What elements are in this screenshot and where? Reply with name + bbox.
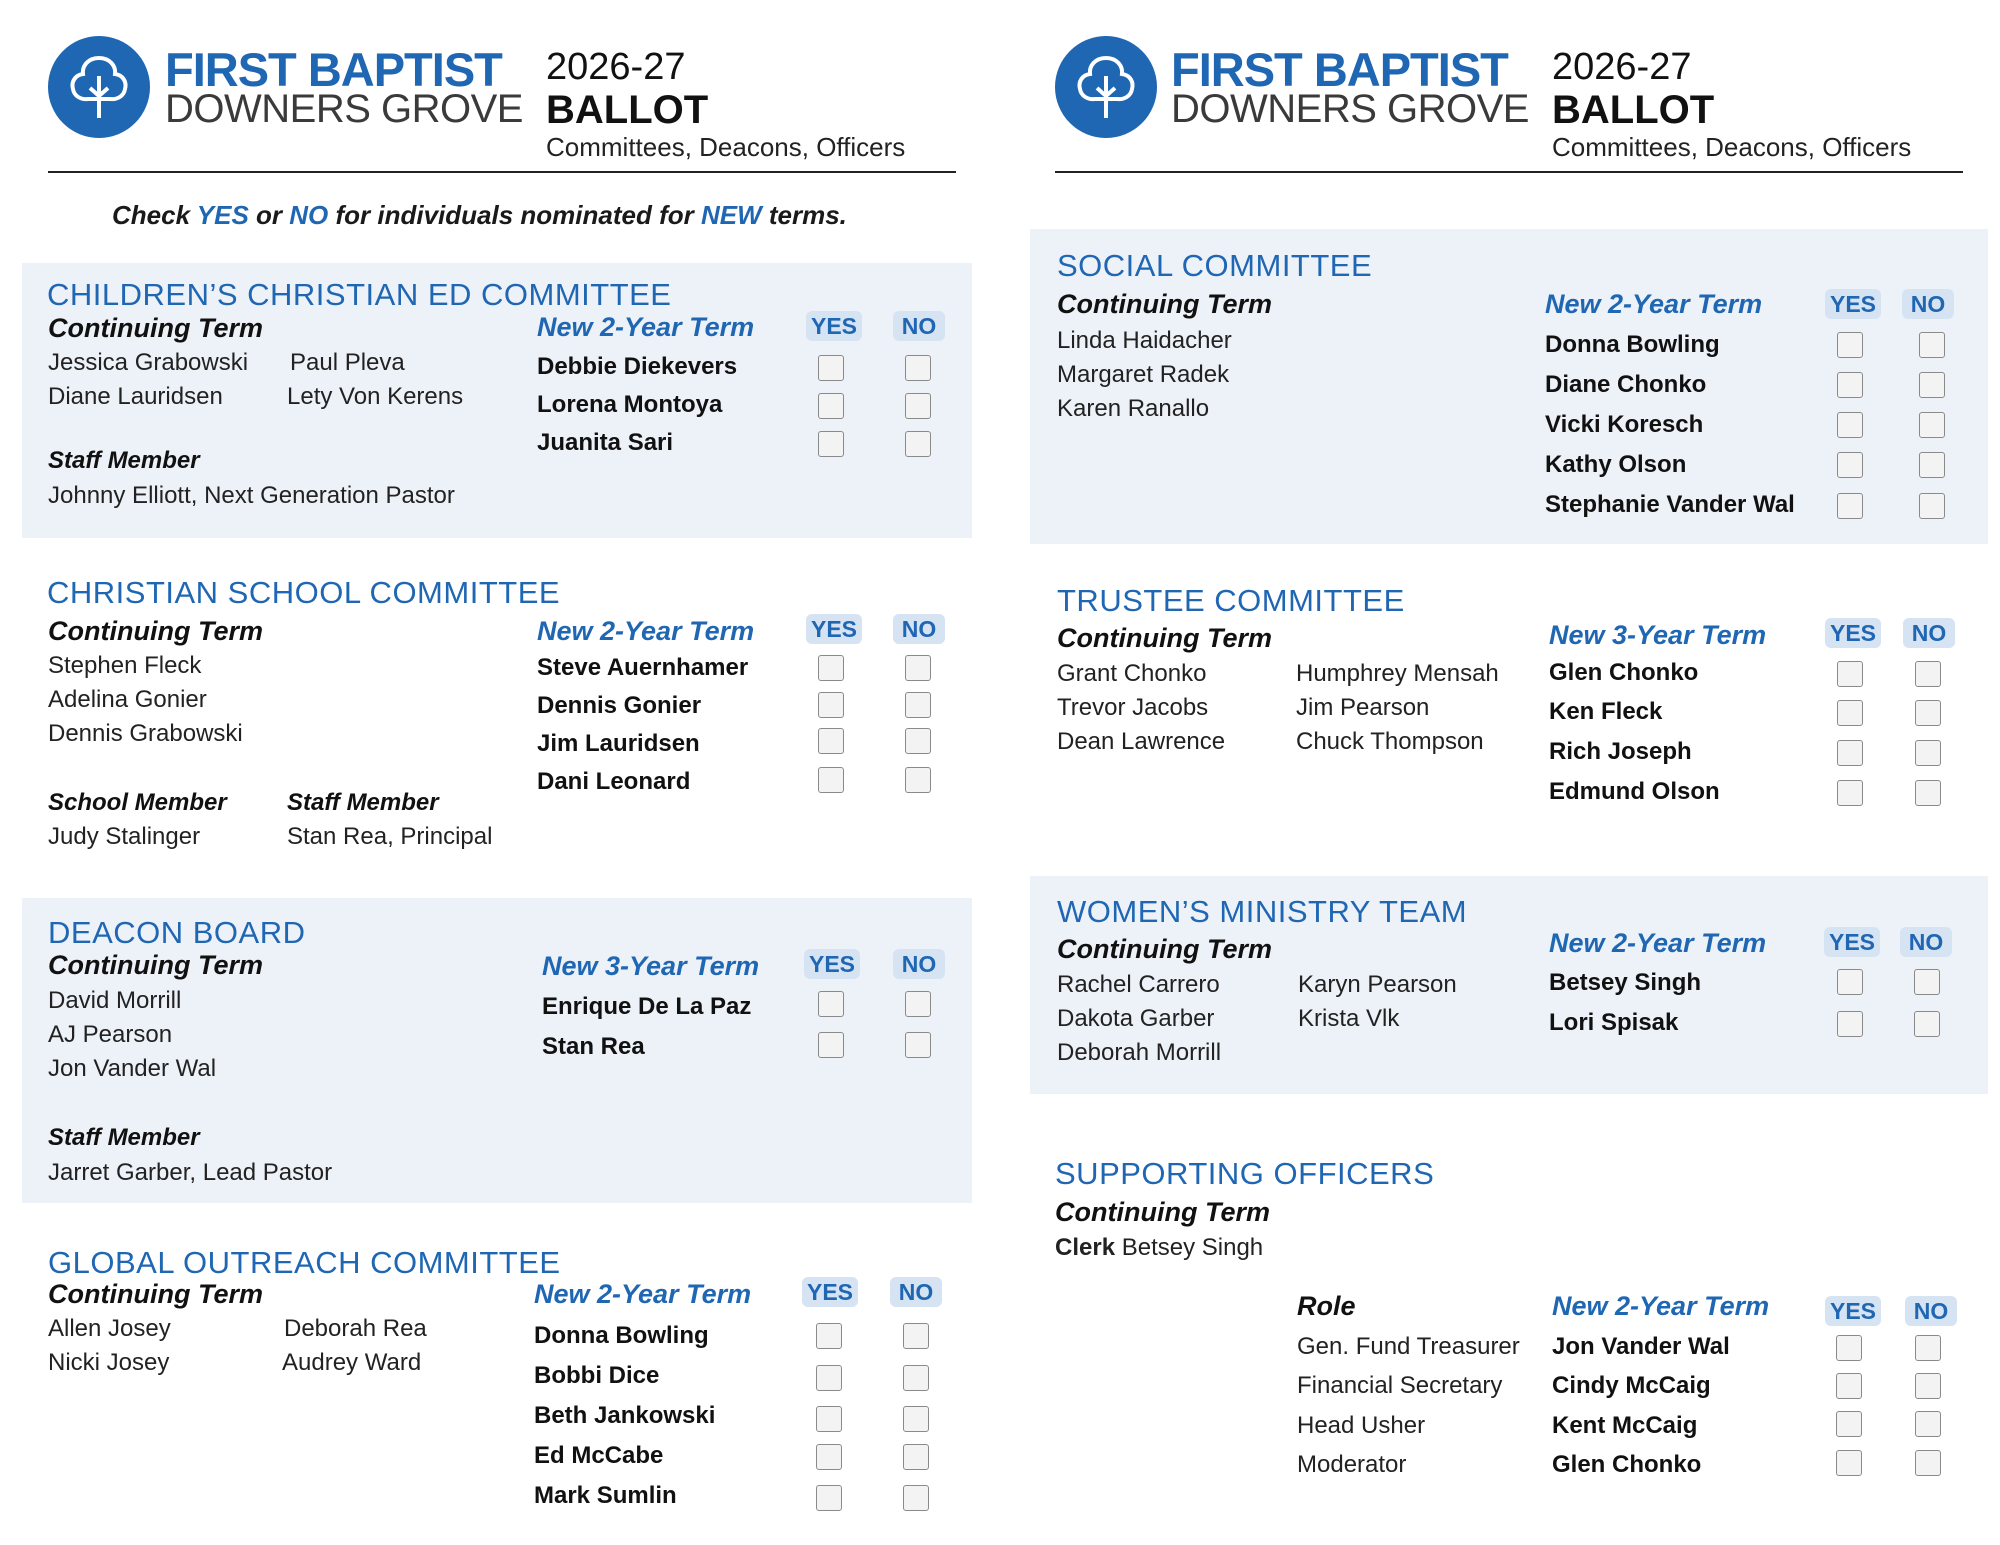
nominee-name: Jon Vander Wal <box>1552 1333 1730 1360</box>
continuing-member: Dakota Garber <box>1057 1005 1215 1032</box>
church-logo-icon <box>48 36 150 138</box>
yes-checkbox[interactable] <box>1837 780 1863 806</box>
nominee-name: Diane Chonko <box>1545 371 1707 398</box>
yes-column-header: YES <box>806 311 862 341</box>
officer-role: Head Usher <box>1297 1412 1426 1439</box>
no-checkbox[interactable] <box>1919 452 1945 478</box>
no-checkbox[interactable] <box>1914 1011 1940 1037</box>
yes-column-header: YES <box>1825 1296 1881 1326</box>
yes-column-header: YES <box>802 1277 858 1307</box>
continuing-member: Dean Lawrence <box>1057 728 1226 755</box>
continuing-member: Dennis Grabowski <box>48 720 243 747</box>
section-title-deacon: DEACON BOARD <box>48 915 306 950</box>
nominee-name: Glen Chonko <box>1549 659 1699 686</box>
no-checkbox[interactable] <box>903 1323 929 1349</box>
yes-checkbox[interactable] <box>1837 969 1863 995</box>
yes-checkbox[interactable] <box>1836 1335 1862 1361</box>
ballot-year: 2026-27 <box>1552 46 1692 88</box>
nominee-name: Lorena Montoya <box>537 391 723 418</box>
continuing-member: Allen Josey <box>48 1315 171 1342</box>
continuing-term-label: Continuing Term <box>1055 1197 1270 1227</box>
continuing-member: AJ Pearson <box>48 1021 173 1048</box>
yes-checkbox[interactable] <box>1837 700 1863 726</box>
ballot-subtitle: Committees, Deacons, Officers <box>546 132 906 162</box>
no-checkbox[interactable] <box>903 1444 929 1470</box>
nominee-name: Donna Bowling <box>1545 331 1720 358</box>
yes-checkbox[interactable] <box>818 655 844 681</box>
nominee-name: Ken Fleck <box>1549 698 1663 725</box>
no-checkbox[interactable] <box>905 431 931 457</box>
new-term-label: New 2-Year Term <box>537 312 755 342</box>
no-checkbox[interactable] <box>905 991 931 1017</box>
yes-checkbox[interactable] <box>1836 1450 1862 1476</box>
nominee-name: Stephanie Vander Wal <box>1545 491 1795 518</box>
nominee-name: Debbie Diekevers <box>537 353 738 380</box>
staff-member-name: Johnny Elliott, Next Generation Pastor <box>48 482 455 509</box>
nominee-name: Cindy McCaig <box>1552 1372 1711 1399</box>
yes-checkbox[interactable] <box>818 393 844 419</box>
continuing-member: Krista Vlk <box>1298 1005 1400 1032</box>
continuing-term-label: Continuing Term <box>1057 289 1272 319</box>
continuing-member: Lety Von Kerens <box>287 383 464 410</box>
nominee-name: Mark Sumlin <box>534 1482 677 1509</box>
yes-checkbox[interactable] <box>1837 740 1863 766</box>
ballot-subtitle: Committees, Deacons, Officers <box>1552 132 1912 162</box>
yes-checkbox[interactable] <box>818 355 844 381</box>
yes-column-header: YES <box>1824 927 1880 957</box>
ballot-page-right <box>1000 0 2000 1545</box>
new-term-label: New 2-Year Term <box>534 1279 752 1309</box>
yes-checkbox[interactable] <box>1836 1373 1862 1399</box>
staff-member-name: Jarret Garber, Lead Pastor <box>48 1159 333 1186</box>
yes-checkbox[interactable] <box>818 767 844 793</box>
continuing-member: Trevor Jacobs <box>1057 694 1209 721</box>
church-logo-icon <box>1055 36 1157 138</box>
officer-role: Gen. Fund Treasurer <box>1297 1333 1520 1360</box>
yes-checkbox[interactable] <box>818 991 844 1017</box>
ballot-instruction: Check YES or NO for individuals nominated for NEW terms. <box>112 200 847 230</box>
continuing-member: Deborah Morrill <box>1057 1039 1222 1066</box>
nominee-name: Stan Rea <box>542 1033 645 1060</box>
ballot-title: BALLOT <box>1552 88 1715 132</box>
yes-checkbox[interactable] <box>1837 452 1863 478</box>
nominee-name: Vicki Koresch <box>1545 411 1704 438</box>
yes-checkbox[interactable] <box>816 1444 842 1470</box>
nominee-name: Juanita Sari <box>537 429 674 456</box>
officer-role: Financial Secretary <box>1297 1372 1503 1399</box>
header-divider <box>1055 171 1963 173</box>
no-checkbox[interactable] <box>1915 1373 1941 1399</box>
staff-member-label: Staff Member <box>48 447 200 474</box>
yes-checkbox[interactable] <box>818 1032 844 1058</box>
brand-name-line1: FIRST BAPTIST <box>165 43 502 96</box>
new-term-label: New 2-Year Term <box>1549 928 1767 958</box>
yes-checkbox[interactable] <box>816 1406 842 1432</box>
no-checkbox[interactable] <box>1919 372 1945 398</box>
continuing-member: Grant Chonko <box>1057 660 1207 687</box>
nominee-name: Jim Lauridsen <box>537 730 700 757</box>
section-title-officers: SUPPORTING OFFICERS <box>1055 1156 1435 1191</box>
no-checkbox[interactable] <box>903 1406 929 1432</box>
new-term-label: New 3-Year Term <box>542 951 760 981</box>
continuing-member: Adelina Gonier <box>48 686 207 713</box>
yes-checkbox[interactable] <box>1836 1411 1862 1437</box>
continuing-member: Jon Vander Wal <box>48 1055 217 1082</box>
no-checkbox[interactable] <box>905 767 931 793</box>
no-checkbox[interactable] <box>905 355 931 381</box>
no-checkbox[interactable] <box>905 655 931 681</box>
continuing-term-label: Continuing Term <box>48 950 263 980</box>
nominee-name: Beth Jankowski <box>534 1402 716 1429</box>
no-checkbox[interactable] <box>1915 740 1941 766</box>
continuing-member: Paul Pleva <box>290 349 405 376</box>
yes-checkbox[interactable] <box>1837 1011 1863 1037</box>
new-term-label: New 2-Year Term <box>1545 289 1763 319</box>
no-checkbox[interactable] <box>905 692 931 718</box>
continuing-member: Humphrey Mensah <box>1296 660 1499 687</box>
continuing-term-label: Continuing Term <box>1057 623 1272 653</box>
section-title-trustee: TRUSTEE COMMITTEE <box>1057 583 1405 618</box>
yes-checkbox[interactable] <box>818 692 844 718</box>
no-checkbox[interactable] <box>1919 412 1945 438</box>
section-title-social: SOCIAL COMMITTEE <box>1057 248 1373 283</box>
yes-column-header: YES <box>804 949 860 979</box>
continuing-member: Nicki Josey <box>48 1349 170 1376</box>
header-divider <box>48 171 956 173</box>
no-checkbox[interactable] <box>1915 1411 1941 1437</box>
nominee-name: Ed McCabe <box>534 1442 664 1469</box>
continuing-member: Jim Pearson <box>1296 694 1430 721</box>
yes-checkbox[interactable] <box>816 1485 842 1511</box>
continuing-member: Karen Ranallo <box>1057 395 1210 422</box>
continuing-term-label: Continuing Term <box>48 1279 263 1309</box>
staff-member-label: Staff Member <box>48 1124 200 1151</box>
no-checkbox[interactable] <box>1915 661 1941 687</box>
no-checkbox[interactable] <box>1914 969 1940 995</box>
nominee-name: Bobbi Dice <box>534 1362 660 1389</box>
nominee-name: Kent McCaig <box>1552 1412 1698 1439</box>
nominee-name: Steve Auernhamer <box>537 654 749 681</box>
no-checkbox[interactable] <box>903 1485 929 1511</box>
yes-checkbox[interactable] <box>1837 493 1863 519</box>
continuing-member: Rachel Carrero <box>1057 971 1220 998</box>
continuing-member: Jessica Grabowski <box>48 349 249 376</box>
nominee-name: Edmund Olson <box>1549 778 1720 805</box>
no-checkbox[interactable] <box>905 393 931 419</box>
no-column-header: NO <box>1902 289 1954 319</box>
no-checkbox[interactable] <box>1915 780 1941 806</box>
yes-column-header: YES <box>1825 289 1881 319</box>
continuing-member: Margaret Radek <box>1057 361 1230 388</box>
continuing-member: David Morrill <box>48 987 182 1014</box>
brand-name-line1: FIRST BAPTIST <box>1171 43 1508 96</box>
nominee-name: Donna Bowling <box>534 1322 709 1349</box>
new-term-label: New 2-Year Term <box>1552 1291 1770 1321</box>
yes-checkbox[interactable] <box>1837 661 1863 687</box>
school-member-name: Judy Stalinger <box>48 823 201 850</box>
brand-name-line2: DOWNERS GROVE <box>1171 87 1529 131</box>
no-checkbox[interactable] <box>905 728 931 754</box>
role-label: Role <box>1297 1291 1356 1321</box>
yes-checkbox[interactable] <box>818 728 844 754</box>
continuing-member: Deborah Rea <box>284 1315 427 1342</box>
continuing-member: Diane Lauridsen <box>48 383 223 410</box>
ballot-title: BALLOT <box>546 88 709 132</box>
continuing-term-label: Continuing Term <box>48 313 263 343</box>
yes-checkbox[interactable] <box>818 431 844 457</box>
continuing-term-label: Continuing Term <box>1057 934 1272 964</box>
no-column-header: NO <box>893 614 945 644</box>
school-member-label: School Member <box>48 789 227 816</box>
nominee-name: Betsey Singh <box>1549 969 1702 996</box>
continuing-member: Karyn Pearson <box>1298 971 1457 998</box>
nominee-name: Glen Chonko <box>1552 1451 1702 1478</box>
nominee-name: Enrique De La Paz <box>542 993 752 1020</box>
no-checkbox[interactable] <box>1915 700 1941 726</box>
staff-member-name: Stan Rea, Principal <box>287 823 493 850</box>
continuing-term-label: Continuing Term <box>48 616 263 646</box>
yes-column-header: YES <box>1825 618 1881 648</box>
section-title-womens: WOMEN’S MINISTRY TEAM <box>1057 894 1468 929</box>
clerk-entry: Clerk Betsey Singh <box>1055 1234 1264 1261</box>
yes-checkbox[interactable] <box>1837 372 1863 398</box>
continuing-member: Linda Haidacher <box>1057 327 1232 354</box>
yes-checkbox[interactable] <box>1837 332 1863 358</box>
yes-checkbox[interactable] <box>816 1365 842 1391</box>
no-column-header: NO <box>890 1277 942 1307</box>
no-column-header: NO <box>893 311 945 341</box>
no-checkbox[interactable] <box>1919 332 1945 358</box>
no-checkbox[interactable] <box>1915 1450 1941 1476</box>
nominee-name: Rich Joseph <box>1549 738 1692 765</box>
no-checkbox[interactable] <box>1919 493 1945 519</box>
new-term-label: New 2-Year Term <box>537 616 755 646</box>
ballot-year: 2026-27 <box>546 46 686 88</box>
nominee-name: Lori Spisak <box>1549 1009 1679 1036</box>
staff-member-label: Staff Member <box>287 789 439 816</box>
section-title-global: GLOBAL OUTREACH COMMITTEE <box>48 1245 561 1280</box>
no-column-header: NO <box>1905 1296 1957 1326</box>
no-checkbox[interactable] <box>903 1365 929 1391</box>
no-checkbox[interactable] <box>905 1032 931 1058</box>
continuing-member: Audrey Ward <box>282 1349 422 1376</box>
no-column-header: NO <box>1903 618 1955 648</box>
new-term-label: New 3-Year Term <box>1549 620 1767 650</box>
brand-name-line2: DOWNERS GROVE <box>165 87 523 131</box>
continuing-member: Stephen Fleck <box>48 652 202 679</box>
section-title-school: CHRISTIAN SCHOOL COMMITTEE <box>47 575 561 610</box>
yes-checkbox[interactable] <box>816 1323 842 1349</box>
yes-column-header: YES <box>806 614 862 644</box>
nominee-name: Kathy Olson <box>1545 451 1687 478</box>
officer-role: Moderator <box>1297 1451 1407 1478</box>
no-column-header: NO <box>893 949 945 979</box>
yes-checkbox[interactable] <box>1837 412 1863 438</box>
no-column-header: NO <box>1900 927 1952 957</box>
nominee-name: Dennis Gonier <box>537 692 702 719</box>
nominee-name: Dani Leonard <box>537 768 691 795</box>
section-title-childrens: CHILDREN’S CHRISTIAN ED COMMITTEE <box>47 277 672 312</box>
no-checkbox[interactable] <box>1915 1335 1941 1361</box>
continuing-member: Chuck Thompson <box>1296 728 1484 755</box>
